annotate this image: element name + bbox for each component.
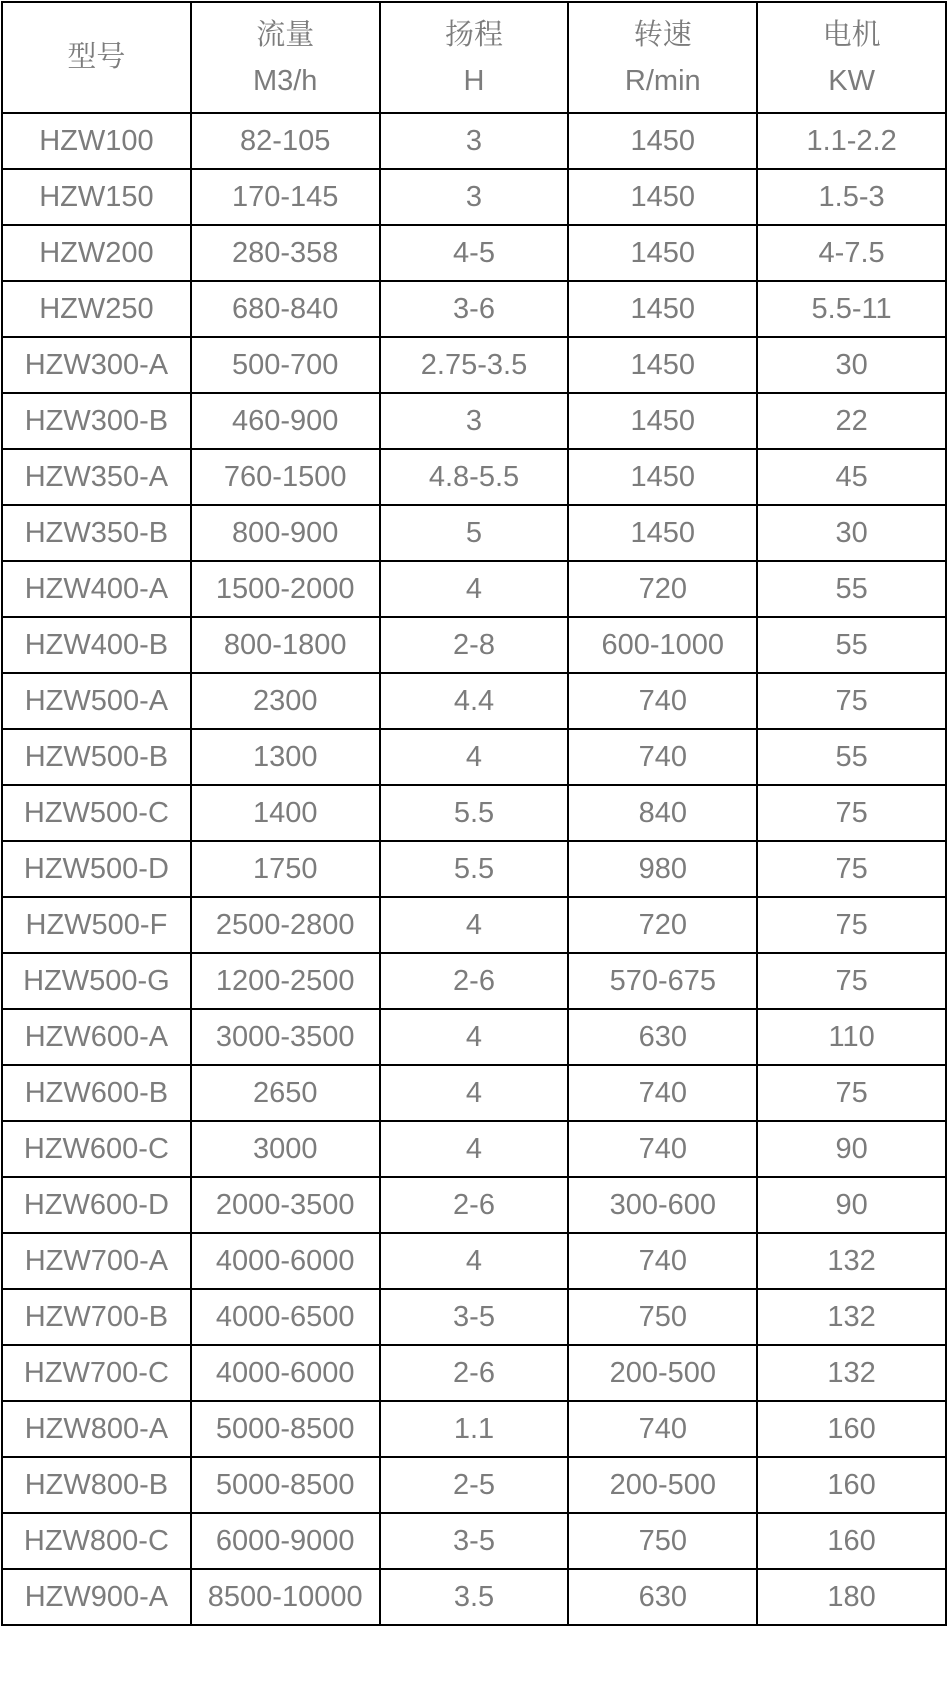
cell-flow: 8500-10000 [191,1569,380,1625]
header-speed-label: 转速 [633,18,692,51]
cell-speed: 200-500 [568,1345,757,1401]
cell-speed: 740 [568,673,757,729]
cell-model: HZW600-D [2,1177,191,1233]
cell-flow: 2000-3500 [191,1177,380,1233]
table-row [2,113,946,169]
cell-flow: 280-358 [191,225,380,281]
cell-flow: 1400 [191,785,380,841]
cell-motor: 75 [757,1065,946,1121]
cell-speed: 720 [568,897,757,953]
cell-flow: 170-145 [191,169,380,225]
cell-motor: 180 [757,1569,946,1625]
cell-flow: 760-1500 [191,449,380,505]
cell-speed: 1450 [568,449,757,505]
cell-head: 4.4 [380,673,569,729]
cell-model: HZW300-A [2,337,191,393]
cell-head: 2.75-3.5 [380,337,569,393]
cell-motor: 90 [757,1121,946,1177]
table-row [2,1065,946,1121]
cell-head: 4 [380,897,569,953]
cell-model: HZW700-C [2,1345,191,1401]
cell-head: 2-6 [380,1345,569,1401]
cell-model: HZW500-G [2,953,191,1009]
table-row [2,169,946,225]
cell-motor: 110 [757,1009,946,1065]
pump-spec-table [1,1,947,1626]
cell-speed: 720 [568,561,757,617]
table-row [2,337,946,393]
header-speed [568,2,757,113]
cell-flow: 1300 [191,729,380,785]
table-row [2,785,946,841]
cell-motor: 132 [757,1233,946,1289]
header-motor-unit: KW [828,64,875,97]
cell-speed: 630 [568,1569,757,1625]
cell-speed: 630 [568,1009,757,1065]
table-body [2,113,946,1625]
cell-head: 1.1 [380,1401,569,1457]
cell-motor: 75 [757,841,946,897]
cell-head: 4-5 [380,225,569,281]
cell-model: HZW500-D [2,841,191,897]
cell-model: HZW350-B [2,505,191,561]
cell-flow: 800-1800 [191,617,380,673]
table-row [2,281,946,337]
header-flow [191,2,380,113]
cell-flow: 6000-9000 [191,1513,380,1569]
cell-motor: 30 [757,505,946,561]
cell-model: HZW800-B [2,1457,191,1513]
table-row [2,1569,946,1625]
cell-head: 4 [380,729,569,785]
table-row [2,673,946,729]
header-row [2,2,946,113]
header-flow-label: 流量 [256,18,315,51]
table-row [2,1233,946,1289]
cell-head: 4.8-5.5 [380,449,569,505]
cell-model: HZW800-C [2,1513,191,1569]
cell-head: 3.5 [380,1569,569,1625]
cell-head: 3 [380,113,569,169]
cell-speed: 600-1000 [568,617,757,673]
cell-motor: 45 [757,449,946,505]
cell-speed: 740 [568,729,757,785]
cell-model: HZW300-B [2,393,191,449]
cell-motor: 55 [757,729,946,785]
cell-head: 4 [380,1065,569,1121]
cell-motor: 90 [757,1177,946,1233]
table-row [2,1401,946,1457]
cell-flow: 460-900 [191,393,380,449]
cell-speed: 740 [568,1065,757,1121]
table-row [2,1457,946,1513]
table-row [2,1009,946,1065]
cell-flow: 2650 [191,1065,380,1121]
cell-head: 3-6 [380,281,569,337]
cell-flow: 1500-2000 [191,561,380,617]
cell-speed: 1450 [568,225,757,281]
table-row [2,841,946,897]
cell-model: HZW400-B [2,617,191,673]
cell-flow: 5000-8500 [191,1457,380,1513]
cell-speed: 740 [568,1401,757,1457]
cell-model: HZW350-A [2,449,191,505]
cell-model: HZW400-A [2,561,191,617]
cell-speed: 1450 [568,393,757,449]
cell-flow: 82-105 [191,113,380,169]
header-motor [757,2,946,113]
cell-speed: 840 [568,785,757,841]
cell-motor: 75 [757,673,946,729]
cell-motor: 75 [757,953,946,1009]
header-motor-label: 电机 [822,18,881,51]
cell-speed: 300-600 [568,1177,757,1233]
cell-model: HZW500-B [2,729,191,785]
cell-model: HZW800-A [2,1401,191,1457]
cell-motor: 1.1-2.2 [757,113,946,169]
cell-model: HZW250 [2,281,191,337]
cell-motor: 75 [757,897,946,953]
cell-model: HZW100 [2,113,191,169]
header-model [2,2,191,113]
cell-flow: 3000-3500 [191,1009,380,1065]
cell-speed: 1450 [568,337,757,393]
cell-motor: 132 [757,1345,946,1401]
table-row [2,1121,946,1177]
table-row [2,1177,946,1233]
cell-speed: 1450 [568,505,757,561]
cell-motor: 160 [757,1513,946,1569]
cell-model: HZW900-A [2,1569,191,1625]
cell-flow: 800-900 [191,505,380,561]
table-row [2,225,946,281]
cell-model: HZW700-B [2,1289,191,1345]
header-model-label: 型号 [67,41,126,73]
cell-model: HZW700-A [2,1233,191,1289]
table-row [2,953,946,1009]
cell-motor: 1.5-3 [757,169,946,225]
cell-motor: 55 [757,617,946,673]
cell-flow: 5000-8500 [191,1401,380,1457]
cell-speed: 980 [568,841,757,897]
cell-speed: 740 [568,1233,757,1289]
cell-model: HZW600-C [2,1121,191,1177]
table-row [2,1345,946,1401]
cell-head: 3-5 [380,1289,569,1345]
cell-flow: 500-700 [191,337,380,393]
cell-model: HZW500-C [2,785,191,841]
cell-head: 4 [380,1233,569,1289]
cell-head: 2-6 [380,1177,569,1233]
cell-head: 4 [380,561,569,617]
cell-head: 3 [380,393,569,449]
cell-motor: 75 [757,785,946,841]
cell-head: 3-5 [380,1513,569,1569]
cell-head: 4 [380,1121,569,1177]
table-row [2,449,946,505]
cell-speed: 1450 [568,169,757,225]
table-row [2,1513,946,1569]
table-row [2,897,946,953]
cell-speed: 740 [568,1121,757,1177]
cell-flow: 1750 [191,841,380,897]
cell-flow: 4000-6000 [191,1233,380,1289]
cell-motor: 4-7.5 [757,225,946,281]
cell-model: HZW200 [2,225,191,281]
table-row [2,1289,946,1345]
cell-flow: 4000-6000 [191,1345,380,1401]
cell-motor: 160 [757,1401,946,1457]
cell-speed: 750 [568,1513,757,1569]
cell-flow: 680-840 [191,281,380,337]
cell-motor: 55 [757,561,946,617]
cell-motor: 5.5-11 [757,281,946,337]
cell-motor: 132 [757,1289,946,1345]
cell-head: 2-6 [380,953,569,1009]
cell-motor: 30 [757,337,946,393]
header-head-label: 扬程 [444,18,503,51]
cell-model: HZW600-A [2,1009,191,1065]
cell-head: 5.5 [380,841,569,897]
cell-head: 2-8 [380,617,569,673]
cell-model: HZW500-F [2,897,191,953]
cell-head: 2-5 [380,1457,569,1513]
cell-flow: 2300 [191,673,380,729]
cell-speed: 750 [568,1289,757,1345]
table-row [2,393,946,449]
header-flow-unit: M3/h [252,64,318,97]
cell-head: 5.5 [380,785,569,841]
cell-head: 5 [380,505,569,561]
cell-model: HZW500-A [2,673,191,729]
table-row [2,505,946,561]
table-row [2,561,946,617]
cell-head: 3 [380,169,569,225]
header-speed-unit: R/min [624,64,701,97]
table-row [2,617,946,673]
cell-flow: 3000 [191,1121,380,1177]
cell-speed: 200-500 [568,1457,757,1513]
table-row [2,729,946,785]
cell-head: 4 [380,1009,569,1065]
cell-speed: 570-675 [568,953,757,1009]
cell-flow: 1200-2500 [191,953,380,1009]
header-head-unit: H [463,64,485,97]
cell-speed: 1450 [568,281,757,337]
cell-motor: 22 [757,393,946,449]
cell-model: HZW600-B [2,1065,191,1121]
cell-model: HZW150 [2,169,191,225]
cell-speed: 1450 [568,113,757,169]
cell-motor: 160 [757,1457,946,1513]
header-head [380,2,569,113]
cell-flow: 2500-2800 [191,897,380,953]
cell-flow: 4000-6500 [191,1289,380,1345]
